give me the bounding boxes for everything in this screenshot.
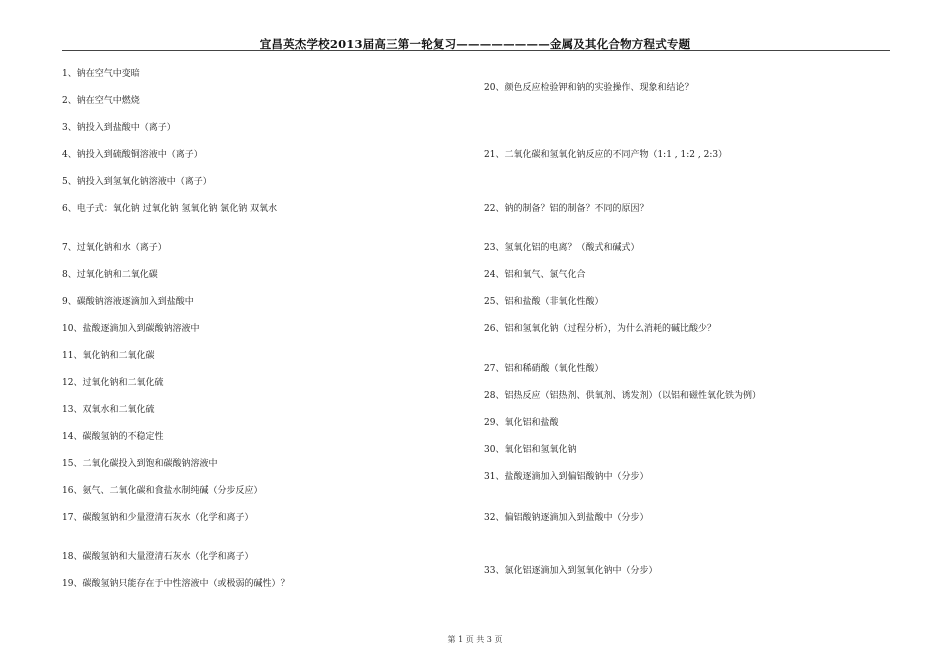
question-item: 18、碳酸氢钠和大量澄清石灰水（化学和离子） — [62, 552, 254, 562]
question-item: 13、双氧水和二氧化硫 — [62, 405, 155, 415]
question-item: 7、过氧化钠和水（离子） — [62, 243, 167, 253]
question-item: 20、颜色反应检验钾和钠的实验操作、现象和结论？ — [484, 83, 694, 93]
question-item: 23、氢氧化铝的电离？（酸式和碱式） — [484, 243, 640, 253]
question-item: 31、盐酸逐滴加入到偏铝酸钠中（分步） — [484, 472, 649, 482]
question-item: 6、电子式：氧化钠 过氧化钠 氢氧化钠 氯化钠 双氧水 — [62, 204, 278, 214]
question-item: 5、钠投入到氢氧化钠溶液中（离子） — [62, 177, 212, 187]
question-item: 30、氧化铝和氢氧化钠 — [484, 445, 577, 455]
question-item: 1、钠在空气中变暗 — [62, 69, 140, 79]
question-item: 14、碳酸氢钠的不稳定性 — [62, 432, 164, 442]
question-item: 3、钠投入到盐酸中（离子） — [62, 123, 176, 133]
page-number-footer: 第 1 页 共 3 页 — [447, 635, 503, 644]
question-item: 21、二氧化碳和氢氧化钠反应的不同产物（1:1 , 1:2 , 2:3） — [484, 150, 728, 160]
question-item: 22、钠的制备？铝的制备？不同的原因？ — [484, 204, 649, 214]
question-item: 33、氯化铝逐滴加入到氢氧化钠中（分步） — [484, 566, 658, 576]
question-item: 25、铝和盐酸（非氧化性酸） — [484, 297, 604, 307]
question-item: 17、碳酸氢钠和少量澄清石灰水（化学和离子） — [62, 513, 254, 523]
question-item: 4、钠投入到硫酸铜溶液中（离子） — [62, 150, 203, 160]
question-item: 26、铝和氢氧化钠（过程分析），为什么消耗的碱比酸少？ — [484, 324, 716, 334]
question-item: 12、过氧化钠和二氧化硫 — [62, 378, 164, 388]
page-header-title: 宜昌英杰学校2013届高三第一轮复习————————金属及其化合物方程式专题 — [259, 37, 691, 51]
question-item: 27、铝和稀硝酸（氧化性酸） — [484, 364, 604, 374]
question-item: 19、碳酸氢钠只能存在于中性溶液中（或极弱的碱性）？ — [62, 579, 290, 589]
question-item: 10、盐酸逐滴加入到碳酸钠溶液中 — [62, 324, 200, 334]
question-item: 32、偏铝酸钠逐滴加入到盐酸中（分步） — [484, 513, 649, 523]
question-item: 24、铝和氧气、氯气化合 — [484, 270, 586, 280]
question-item: 15、二氧化碳投入到饱和碳酸钠溶液中 — [62, 459, 218, 469]
header-divider — [62, 50, 890, 51]
question-item: 8、过氧化钠和二氧化碳 — [62, 270, 158, 280]
question-item: 9、碳酸钠溶液逐滴加入到盐酸中 — [62, 297, 194, 307]
question-item: 2、钠在空气中燃烧 — [62, 96, 140, 106]
question-item: 29、氧化铝和盐酸 — [484, 418, 559, 428]
question-item: 11、氧化钠和二氧化碳 — [62, 351, 155, 361]
question-item: 16、氨气、二氧化碳和食盐水制纯碱（分步反应） — [62, 486, 263, 496]
question-item: 28、铝热反应（铝热剂、供氧剂、诱发剂）（以铝和磁性氧化铁为例） — [484, 391, 761, 401]
